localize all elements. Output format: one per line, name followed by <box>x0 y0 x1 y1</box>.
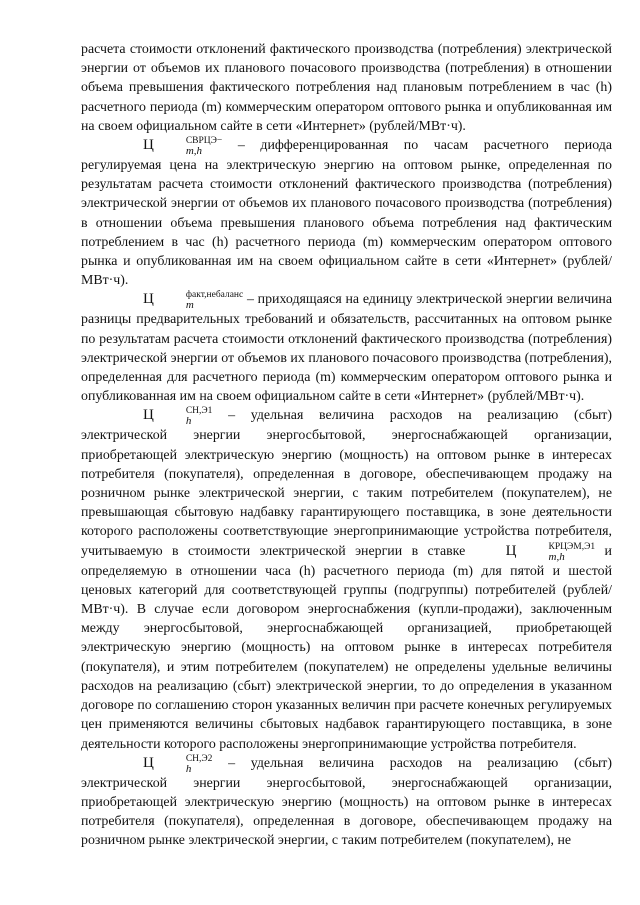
symbol-subscript: m,h <box>548 550 565 563</box>
paragraph-text: – приходящаяся на единицу электрической энергии величина разницы предварительных требований и обязательств, рассчитанных на оптовом рынке по результатам расчета стоимости отклонений фактического производства (потребления) электрической энергии от объемов их планового почасового производства (потребления), определенная для расчетного периода (m) коммерческим оператором оптового рынка и опубликованная им на своем официальном сайте в сети «Интернет» (рублей/МВт·ч). <box>81 292 612 405</box>
paragraph-continuation <box>81 40 612 136</box>
symbol-base: Ц <box>143 754 154 771</box>
paragraph-sn-e1 <box>81 406 612 753</box>
formula-symbol-svrce <box>112 136 222 156</box>
paragraph-sn-e2 <box>81 754 612 851</box>
document-page <box>81 40 612 851</box>
symbol-subscript: h <box>185 415 192 428</box>
symbol-superscript: СН,Э2 <box>185 753 213 764</box>
symbol-base: Ц <box>143 291 154 308</box>
paragraph-text-after: и определяемую в отношении часа (h) расчетного периода (m) для пятой и шестой ценовых категорий для соответствующей группы (подгруппы) потребителей (рублей/МВт·ч). В случае если договором энергоснабжения (купли-продажи), заключенным между энергосбытовой, энергоснабжающей организацией, приобретающей электрическую энергию (мощность) на оптовом рынке в интересах потребителя (покупателя), и этим потребителем (покупателем) не определены удельные величины расходов на реализацию (сбыт) электрической энергии, то до определения в указанном договоре по соглашению сторон указанных величин при расчете конечных регулируемых цен применяются величины сбытовых надбавок гарантирующего поставщика, в зоне деятельности которого расположены энергопринимающие устройства потребителя. <box>81 543 612 752</box>
symbol-base: Ц <box>505 542 517 559</box>
paragraph-svrce-price <box>81 136 612 290</box>
paragraph-text-before: – удельная величина расходов на реализацию (сбыт) электрической энергии энергосбытовой, энергоснабжающей организации, приобретающей электрическую энергию (мощность) на оптовом рынке в интересах потребителя (покупателя), определенная в договоре, обеспечивающем продажу на розничном рынке электрической энергии, с таким потребителем (покупателем), не превышающая сбытовую надбавку гарантирующего поставщика, в зоне деятельности которого расположены соответствующие энергопринимающие устройства потребителя, учитываемую в стоимости электрической энергии в ставке <box>81 408 612 559</box>
symbol-superscript: СВРЦЭ− <box>185 136 223 147</box>
symbol-subscript: h <box>185 762 192 775</box>
paragraph-text: – дифференцированная по часам расчетного периода регулируемая цена на электрическую энергию на оптовом рынке, определенная по результатам расчета стоимости отклонений фактического производства (потребления) электрической энергии от объемов их планового почасового производства (потребления) в отношении объема превышения планового объема потребления над фактическим потреблением в час (h) расчетного периода (m) коммерческим оператором оптового рынка и опубликованная им на своем официальном сайте в сети «Интернет» (рублей/МВт·ч). <box>81 138 612 289</box>
formula-symbol-sn-e1 <box>112 406 212 426</box>
paragraph-fact-imbalance <box>81 290 612 406</box>
paragraph-text: – удельная величина расходов на реализацию (сбыт) электрической энергии энергосбытовой, энергоснабжающей организации, приобретающей электрическую энергию (мощность) на оптовом рынке в интересах потребителя (покупателя), определенная в договоре, обеспечивающем продажу на розничном рынке электрической энергии, с таким потребителем (покупателем), не <box>81 755 612 849</box>
symbol-superscript: СН,Э1 <box>185 406 213 417</box>
symbol-subscript: m,h <box>185 145 203 158</box>
symbol-base: Ц <box>143 137 154 154</box>
formula-symbol-sn-e2 <box>112 754 212 774</box>
symbol-superscript: факт,небаланс <box>185 290 244 301</box>
paragraph-text: расчета стоимости отклонений фактического производства (потребления) электрической энергии от объемов их планового почасового производства (потребления) в отношении объема превышения фактического потребления над плановым потреблением в час (h) расчетного периода (m) коммерческим оператором оптового рынка и опубликованная им на своем официальном сайте в сети «Интернет» (рублей/МВт·ч). <box>81 42 612 134</box>
symbol-subscript: m <box>185 299 194 312</box>
symbol-superscript: КРЦЭМ,Э1 <box>548 541 596 552</box>
formula-symbol-fact-imbalance <box>112 290 243 310</box>
symbol-base: Ц <box>143 407 154 424</box>
formula-symbol-krcem-e1 <box>475 542 595 562</box>
